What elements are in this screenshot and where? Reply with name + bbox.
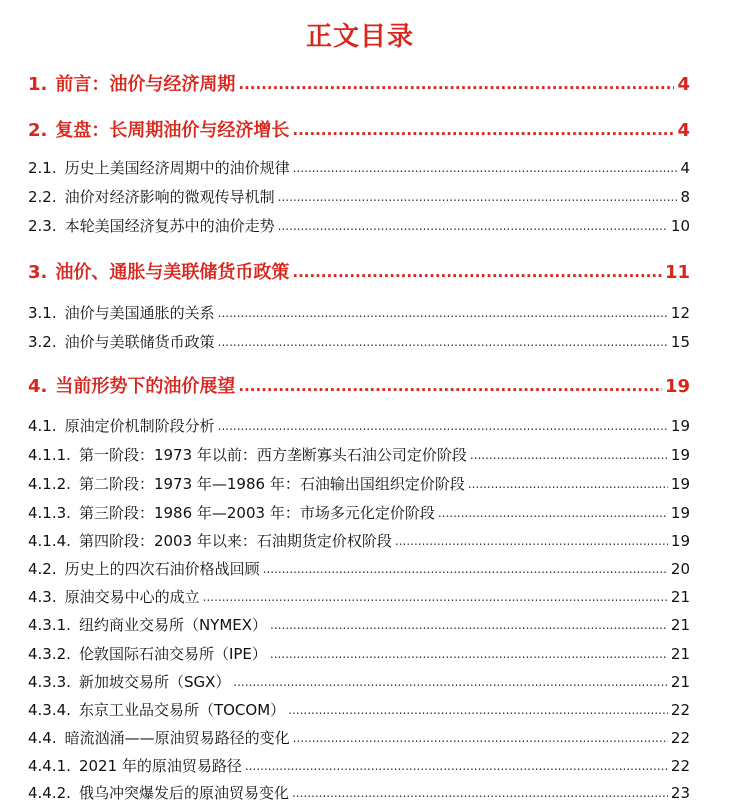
toc-page-number: 19 <box>670 532 690 550</box>
toc-entry-1[interactable] <box>28 70 690 96</box>
toc-entry-2[interactable] <box>28 116 690 142</box>
toc-number: 1. <box>28 74 48 95</box>
toc-page-number: 22 <box>670 701 690 719</box>
toc-title: 俄乌冲突爆发后的原油贸易变化 <box>78 784 289 802</box>
toc-entry-2-3[interactable] <box>28 215 690 236</box>
toc-page-number: 19 <box>670 475 690 493</box>
dot-leader <box>278 190 678 204</box>
toc-number: 4.1.4. <box>28 532 71 550</box>
toc-number: 2.1. <box>28 159 57 177</box>
toc-number: 4.3.2. <box>28 645 71 663</box>
toc-page-number: 19 <box>670 504 690 522</box>
toc-title: 纽约商业交易所（NYMEX） <box>78 616 268 634</box>
toc-title: 暗流汹涌——原油贸易路径的变化 <box>64 729 290 747</box>
toc-title: 历史上美国经济周期中的油价规律 <box>64 159 290 177</box>
toc-title: 历史上的四次石油价格战回顾 <box>64 560 260 578</box>
toc-number: 4.3. <box>28 588 57 606</box>
toc-entry-4-3[interactable] <box>28 586 690 607</box>
toc-title: 伦敦国际石油交易所（IPE） <box>78 645 267 663</box>
dot-leader <box>293 731 668 745</box>
toc-entry-4-3-2[interactable] <box>28 643 690 664</box>
dot-leader <box>218 335 668 349</box>
toc-number: 4.1.3. <box>28 504 71 522</box>
dot-leader <box>395 534 668 548</box>
toc-entry-4-3-1[interactable] <box>28 614 690 635</box>
toc-title: 新加坡交易所（SGX） <box>78 673 231 691</box>
toc-entry-4-4-1[interactable] <box>28 755 690 776</box>
toc-entry-2-2[interactable] <box>28 186 690 207</box>
toc-number: 3.2. <box>28 333 57 351</box>
toc-number: 4.1.2. <box>28 475 71 493</box>
toc-title: 油价与美国通胀的关系 <box>64 304 215 322</box>
toc-title: 第四阶段：2003 年以来：石油期货定价权阶段 <box>78 532 392 550</box>
toc-title: 2021 年的原油贸易路径 <box>78 757 242 775</box>
toc-number: 4.4.2. <box>28 784 71 802</box>
toc-number: 4.4.1. <box>28 757 71 775</box>
toc-page-number: 21 <box>670 616 690 634</box>
toc-number: 4. <box>28 376 48 397</box>
dot-leader <box>470 448 668 462</box>
toc-title: 第一阶段：1973 年以前：西方垄断寡头石油公司定价阶段 <box>78 446 467 464</box>
toc-page-number: 22 <box>670 757 690 775</box>
dot-leader <box>233 675 668 689</box>
toc-number: 4.3.1. <box>28 616 71 634</box>
toc-entry-4-1-3[interactable] <box>28 502 690 523</box>
toc-entry-4[interactable] <box>28 372 690 398</box>
toc-number: 4.3.3. <box>28 673 71 691</box>
dot-leader <box>218 419 668 433</box>
toc-entry-4-4[interactable] <box>28 727 690 748</box>
toc-entry-4-2[interactable] <box>28 558 690 579</box>
toc-title: 前言：油价与经济周期 <box>55 74 236 95</box>
toc-number: 4.2. <box>28 560 57 578</box>
toc-page-number: 20 <box>670 560 690 578</box>
toc-page-number: 22 <box>670 729 690 747</box>
dot-leader <box>468 477 668 491</box>
dot-leader <box>292 121 674 139</box>
toc-page-number: 12 <box>670 304 690 322</box>
toc-entry-4-3-4[interactable] <box>28 699 690 720</box>
dot-leader <box>238 75 674 93</box>
dot-leader <box>292 786 668 800</box>
toc-page-number: 10 <box>670 217 690 235</box>
toc-page-number: 4 <box>677 120 690 141</box>
dot-leader <box>288 703 668 717</box>
toc-title: 本轮美国经济复苏中的油价走势 <box>64 217 275 235</box>
toc-entry-4-1[interactable] <box>28 415 690 436</box>
dot-leader <box>218 306 668 320</box>
dot-leader <box>278 219 668 233</box>
toc-entry-4-1-2[interactable] <box>28 473 690 494</box>
dot-leader <box>270 647 668 661</box>
toc-title: 油价、通胀与美联储货币政策 <box>55 262 290 283</box>
toc-entry-2-1[interactable] <box>28 157 690 178</box>
toc-title: 复盘：长周期油价与经济增长 <box>55 120 290 141</box>
toc-page-number: 15 <box>670 333 690 351</box>
toc-number: 4.3.4. <box>28 701 71 719</box>
toc-number: 3.1. <box>28 304 57 322</box>
toc-entry-4-1-4[interactable] <box>28 530 690 551</box>
toc-page-number: 11 <box>664 262 690 283</box>
toc-number: 2. <box>28 120 48 141</box>
dot-leader <box>293 161 678 175</box>
toc-page-number: 4 <box>677 74 690 95</box>
dot-leader <box>292 263 662 281</box>
toc-entry-3-2[interactable] <box>28 331 690 352</box>
toc-page-number: 19 <box>670 446 690 464</box>
toc-page-number: 21 <box>670 588 690 606</box>
dot-leader <box>245 759 668 773</box>
dot-leader <box>203 590 668 604</box>
toc-entry-4-3-3[interactable] <box>28 671 690 692</box>
toc-page-number: 21 <box>670 673 690 691</box>
toc-entry-4-4-2[interactable] <box>28 782 690 803</box>
dot-leader <box>263 562 668 576</box>
page-title: 正文目录 <box>305 22 414 52</box>
toc-page-number: 23 <box>670 784 690 802</box>
toc-title: 油价对经济影响的微观传导机制 <box>64 188 275 206</box>
toc-page-number: 19 <box>664 376 690 397</box>
toc-number: 2.2. <box>28 188 57 206</box>
toc-page-number: 4 <box>680 159 690 177</box>
dot-leader <box>270 618 668 632</box>
toc-number: 4.4. <box>28 729 57 747</box>
toc-title: 油价与美联储货币政策 <box>64 333 215 351</box>
toc-entry-3[interactable] <box>28 258 690 284</box>
toc-page-number: 21 <box>670 645 690 663</box>
toc-page-number: 8 <box>680 188 690 206</box>
toc-number: 4.1. <box>28 417 57 435</box>
toc-number: 3. <box>28 262 48 283</box>
toc-number: 2.3. <box>28 217 57 235</box>
toc-title: 当前形势下的油价展望 <box>55 376 236 397</box>
dot-leader <box>238 377 662 395</box>
toc-entry-3-1[interactable] <box>28 302 690 323</box>
toc-entry-4-1-1[interactable] <box>28 444 690 465</box>
toc-title: 原油定价机制阶段分析 <box>64 417 215 435</box>
dot-leader <box>438 506 668 520</box>
toc-title: 原油交易中心的成立 <box>64 588 200 606</box>
toc-number: 4.1.1. <box>28 446 71 464</box>
toc-title: 第二阶段：1973 年—1986 年：石油输出国组织定价阶段 <box>78 475 465 493</box>
toc-title: 东京工业品交易所（TOCOM） <box>78 701 286 719</box>
toc-page-number: 19 <box>670 417 690 435</box>
toc-title: 第三阶段：1986 年—2003 年：市场多元化定价阶段 <box>78 504 435 522</box>
